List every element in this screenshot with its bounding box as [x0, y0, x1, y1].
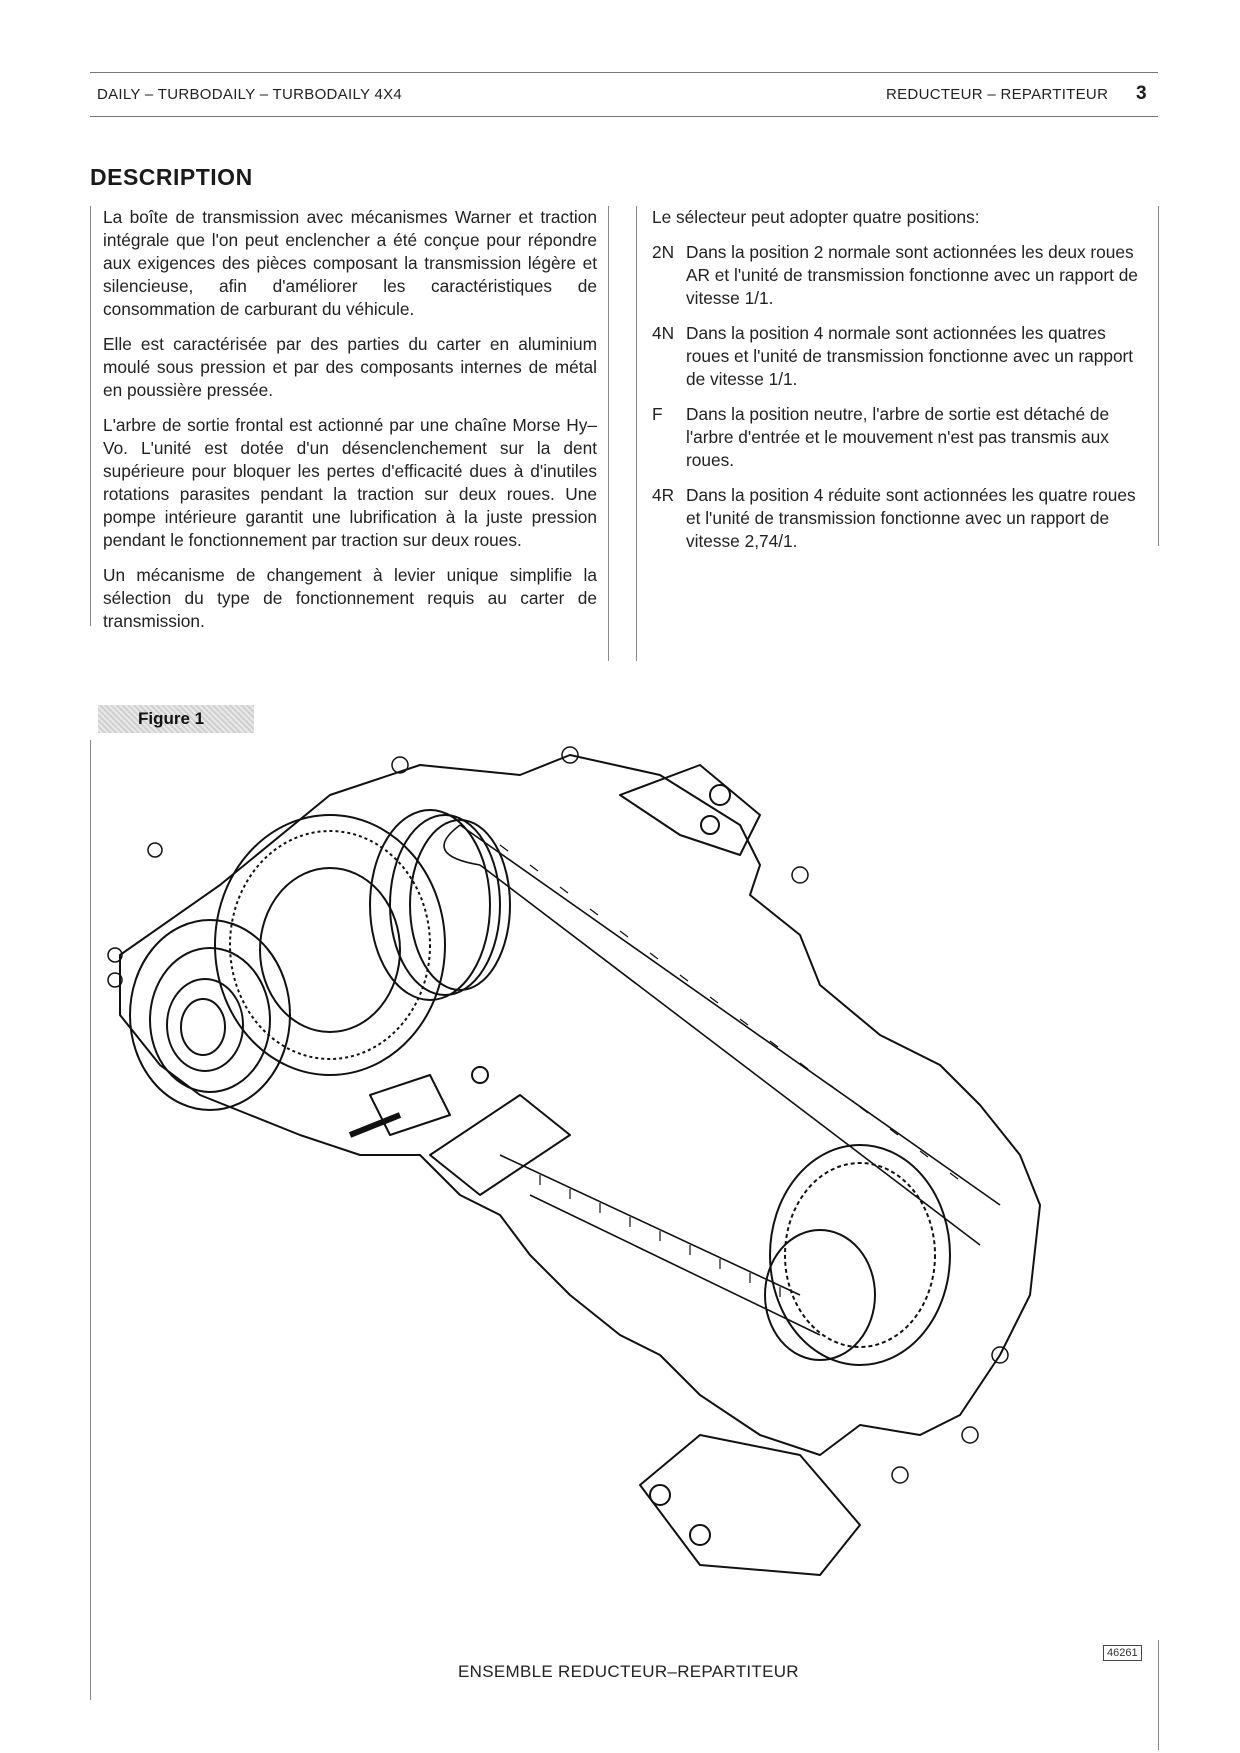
- selector-intro: Le sélecteur peut adopter quatre positions:: [652, 207, 980, 227]
- figure-caption: ENSEMBLE REDUCTEUR–REPARTITEUR: [458, 1662, 799, 1681]
- position-code: 4N: [652, 323, 675, 343]
- figure-right-rule: [1158, 1640, 1159, 1750]
- page-number: 3: [1136, 83, 1147, 104]
- paragraph: L'arbre de sortie frontal est actionné par une chaîne Morse Hy–Vo. L'unité est dotée d'un désenclenchement sur la dent supérieure pour bloquer les pertes d'efficacité dues à d'inutiles rotations parasites pendant la traction sur deux roues. Une pompe intérieure garantit une lubrification à la juste pression pendant le fonctionnement par traction sur deux roues.: [103, 415, 597, 550]
- planetary-gear: [215, 815, 445, 1075]
- header-top-rule: [90, 72, 1158, 73]
- position-item: [652, 484, 1146, 553]
- position-text: Dans la position neutre, l'arbre de sortie est détaché de l'arbre d'entrée et le mouvement n'est pas transmis aux roues.: [686, 404, 1110, 470]
- front-output-flange: [130, 920, 290, 1110]
- right-column-rule: [1158, 206, 1159, 546]
- rear-sprocket: [765, 1145, 950, 1365]
- left-column: [103, 206, 597, 645]
- paragraph: Un mécanisme de changement à levier unique simplifie la sélection du type de fonctionnement requis au carter de transmission.: [103, 565, 597, 631]
- section-title: DESCRIPTION: [90, 164, 253, 190]
- position-text: Dans la position 2 normale sont actionnées les deux roues AR et l'unité de transmission fonctionne avec un rapport de vitesse 1/1.: [686, 242, 1138, 308]
- figure-left-rule: [90, 740, 91, 1700]
- rear-output-flange: [640, 1435, 860, 1575]
- header-bottom-rule: [90, 116, 1158, 117]
- transfer-case-drawing: [100, 735, 1140, 1635]
- shift-lever: [350, 1067, 570, 1195]
- top-yoke: [620, 765, 760, 855]
- position-code: 2N: [652, 242, 675, 262]
- center-left-rule: [608, 206, 609, 661]
- running-header-left: DAILY – TURBODAILY – TURBODAILY 4X4: [97, 86, 403, 103]
- figure-number: 46261: [1103, 1645, 1142, 1661]
- housing-outline: [120, 755, 1040, 1455]
- center-right-rule: [636, 206, 637, 661]
- position-item: [652, 322, 1146, 391]
- figure-label-text: Figure 1: [138, 709, 205, 728]
- position-code: F: [652, 404, 663, 424]
- position-item: [652, 241, 1146, 310]
- right-column: [652, 206, 1146, 565]
- position-item: [652, 403, 1146, 472]
- position-text: Dans la position 4 normale sont actionnées les quatres roues et l'unité de transmission fonctionne avec un rapport de vitesse 1/1.: [686, 323, 1134, 389]
- figure-label: [98, 705, 254, 733]
- position-code: 4R: [652, 485, 675, 505]
- running-header-right: REDUCTEUR – REPARTITEUR: [886, 86, 1109, 103]
- position-text: Dans la position 4 réduite sont actionnées les quatre roues et l'unité de transmission fonctionne avec un rapport de vitesse 2,74/1.: [686, 485, 1136, 551]
- paragraph: Elle est caractérisée par des parties du carter en aluminium moulé sous pression et par des composants internes de métal en poussière pressée.: [103, 334, 597, 400]
- left-column-rule: [90, 206, 91, 626]
- paragraph: La boîte de transmission avec mécanismes Warner et traction intégrale que l'on peut enclencher a été conçue pour répondre aux exigences des pièces composant la transmission légère et silencieuse, afin d'améliorer les caractéristiques de consommation de carburant du véhicule.: [103, 207, 597, 319]
- chain-drive: [444, 825, 1000, 1335]
- chain-links: [500, 845, 958, 1297]
